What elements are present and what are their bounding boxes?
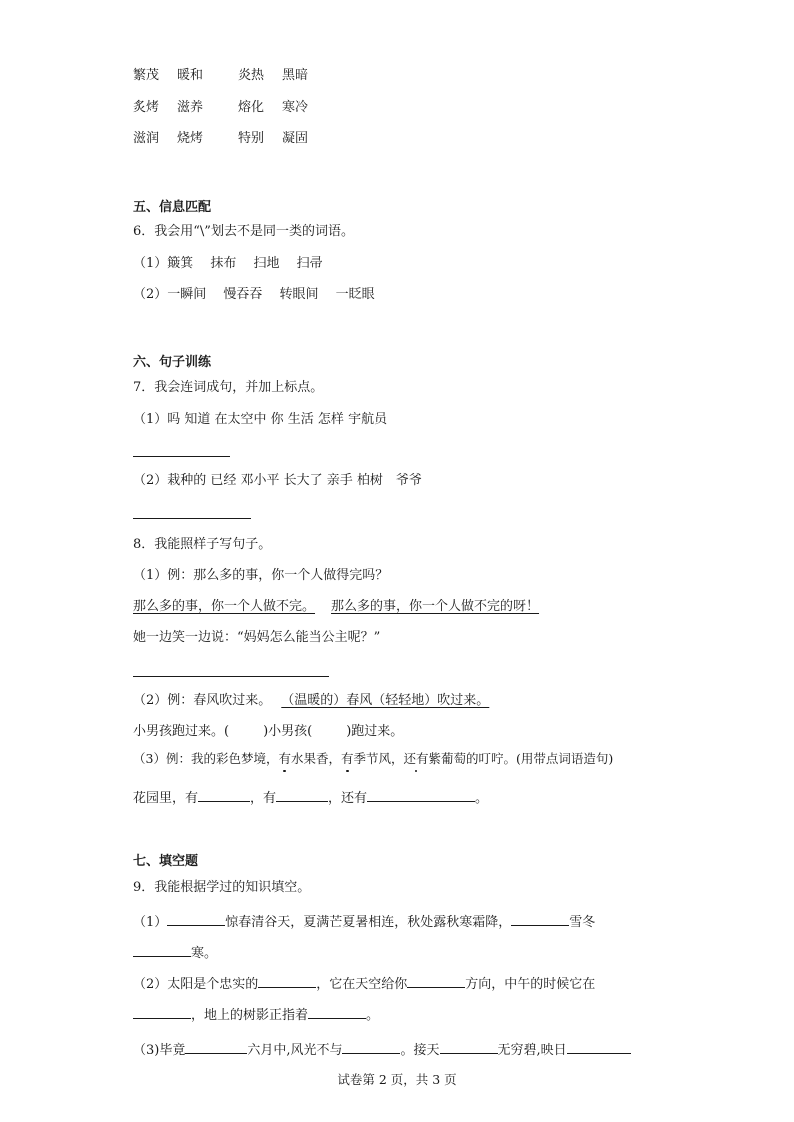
fill-blank[interactable]	[407, 973, 465, 988]
question-8-answer-row	[133, 598, 539, 616]
task-text: ，它在天空给你	[316, 977, 408, 992]
question-6-item-2: （2）一瞬间 慢吞吞 转眼间 一眨眼	[133, 287, 375, 302]
question-7-item-1: （1）吗 知道 在太空中 你 生活 怎样 宇航员	[133, 412, 388, 427]
task-text: )小男孩(	[263, 724, 313, 739]
answer-line[interactable]	[133, 518, 251, 519]
task-text: 六月中,风光不与	[247, 1043, 343, 1058]
question-8-task-1: 她一边笑一边说：“妈妈怎么能当公主呢？”	[133, 630, 381, 645]
question-8-task-2	[133, 723, 403, 741]
question-7: 7．我会连词成句，并加上标点。	[133, 380, 324, 395]
word-table-row	[133, 67, 433, 85]
task-text: 。接天	[400, 1043, 440, 1058]
example-answer: 那么多的事，你一个人做不完的呀！	[331, 599, 540, 614]
answer-line[interactable]	[133, 676, 329, 677]
fill-blank[interactable]	[133, 1004, 191, 1019]
question-8-example-3	[133, 750, 613, 768]
fill-blank[interactable]	[308, 1004, 366, 1019]
task-text: )跑过来。	[346, 724, 404, 739]
fill-blank[interactable]	[342, 1039, 400, 1054]
word-cell: 熔化	[238, 100, 265, 115]
word-cell: 烧烤	[177, 131, 204, 146]
question-9-item-1-cont	[133, 942, 217, 963]
dotted-word: 有	[341, 751, 354, 766]
fill-blank[interactable]	[440, 1039, 498, 1054]
question-6: 6．我会用“\”划去不是同一类的词语。	[133, 224, 354, 239]
word-cell: 炙烤	[133, 100, 160, 115]
word-cell: 凝固	[282, 131, 309, 146]
fill-blank[interactable]	[567, 1039, 631, 1054]
fill-blank[interactable]	[258, 973, 316, 988]
word-cell: 寒冷	[282, 100, 309, 115]
word-cell: 黑暗	[282, 68, 309, 83]
fill-blank[interactable]	[133, 942, 191, 957]
fill-blank[interactable]	[167, 911, 225, 926]
word-table-row	[133, 99, 433, 117]
task-text: ，地上的树影正指着	[191, 1008, 309, 1023]
task-text: 惊春清谷天，夏满芒夏暑相连，秋处露秋寒霜降，	[225, 915, 512, 930]
word-cell: 滋养	[177, 100, 204, 115]
fill-blank[interactable]	[185, 1039, 247, 1054]
word-cell: 繁茂	[133, 68, 160, 83]
question-7-item-2: （2）栽种的 已经 邓小平 长大了 亲手 柏树 爷爷	[133, 473, 422, 488]
task-text: （3)毕竟	[133, 1043, 186, 1058]
question-8-task-3	[133, 787, 488, 808]
fill-blank[interactable]	[198, 787, 250, 802]
fill-blank[interactable]	[276, 787, 328, 802]
task-text: 雪冬	[569, 915, 596, 930]
question-9-item-1	[133, 911, 595, 932]
task-text: 无穷碧,映日	[497, 1043, 567, 1058]
task-text: ，还有	[328, 791, 368, 806]
fill-blank[interactable]	[367, 787, 475, 802]
section-heading: 五、信息匹配	[133, 200, 212, 215]
example-answer: （温暖的）春风（轻轻地）吹过来。	[281, 693, 490, 708]
word-cell: 炎热	[238, 68, 265, 83]
example-answer: 那么多的事，你一个人做不完。	[133, 599, 316, 614]
question-8-example-1: （1）例：那么多的事，你一个人做得完吗？	[133, 568, 389, 583]
example-text: 紫葡萄的叮咛。(用带点词语造句)	[428, 751, 614, 766]
page-footer: 试卷第 2 页，共 3 页	[337, 1072, 457, 1087]
word-cell: 暖和	[177, 68, 204, 83]
task-text: （2）太阳是个忠实的	[133, 977, 259, 992]
word-table-row	[133, 130, 433, 148]
question-9: 9．我能根据学过的知识填空。	[133, 880, 311, 895]
task-text: 寒。	[191, 946, 218, 961]
question-9-item-2-cont	[133, 1004, 379, 1025]
task-text: 方向，中午的时候它在	[465, 977, 596, 992]
example-text: 季节风，	[353, 751, 404, 766]
question-8: 8．我能照样子写句子。	[133, 537, 272, 552]
question-9-item-2	[133, 973, 595, 994]
fill-blank[interactable]	[511, 911, 569, 926]
section-heading: 六、句子训练	[133, 355, 212, 370]
question-9-item-3	[133, 1039, 631, 1060]
task-text: 花园里，有	[133, 791, 199, 806]
task-text: ，有	[250, 791, 277, 806]
section-heading: 七、填空题	[133, 854, 199, 869]
question-6-item-1: （1）簸箕 抹布 扫地 扫帚	[133, 256, 323, 271]
task-text: （1）	[133, 915, 168, 930]
task-text: 。	[475, 791, 489, 806]
answer-line[interactable]	[133, 456, 230, 457]
task-text: 小男孩跑过来。(	[133, 724, 230, 739]
question-8-example-2	[133, 692, 489, 710]
dotted-word: 还有	[403, 751, 429, 766]
example-text: 水果香，	[290, 751, 341, 766]
dotted-word: 有	[278, 751, 291, 766]
word-cell: 滋润	[133, 131, 160, 146]
word-cell: 特别	[238, 131, 265, 146]
example-label: （2）例：春风吹过来。	[133, 693, 272, 708]
example-text: （3）例：我的彩色梦境，	[133, 751, 279, 766]
task-text: 。	[366, 1008, 380, 1023]
